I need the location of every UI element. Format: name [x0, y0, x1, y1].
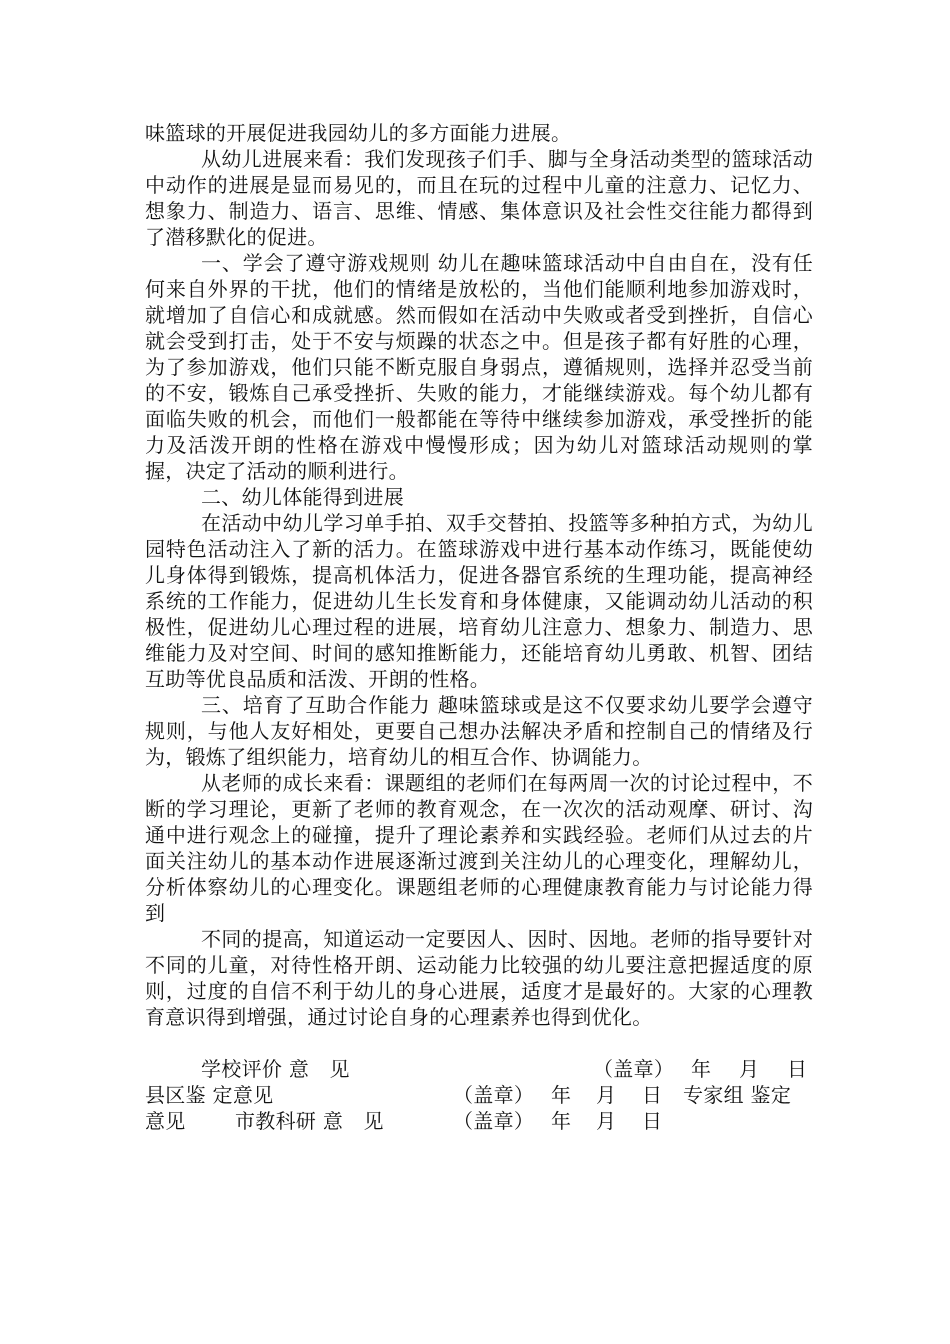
paragraph: 味篮球的开展促进我园幼儿的多方面能力进展。: [145, 121, 572, 145]
year-label: 年: [691, 1057, 712, 1081]
spacer: [145, 1030, 813, 1056]
seal-placeholder: （盖章）: [453, 1109, 535, 1133]
paragraph: 三、培育了互助合作能力 趣味篮球或是这不仅要求幼儿要学会遵守规则，与他人友好相处，更要自己想办法解决矛盾和控制自己的情绪及行为，锻炼了组织能力，培育幼儿的相互合作、协调能力。: [145, 693, 813, 769]
signature-row-county: [145, 1082, 813, 1108]
signature-row-city: [145, 1108, 813, 1134]
school-evaluation-label: 学校评价 意 见: [201, 1057, 350, 1081]
seal-placeholder: （盖章）: [453, 1083, 535, 1107]
document-body: [145, 120, 813, 1030]
paragraph: 在活动中幼儿学习单手拍、双手交替拍、投篮等多种拍方式，为幼儿园特色活动注入了新的活力。在篮球游戏中进行基本动作练习，既能使幼儿身体得到锻炼，提高机体活力，促进各器官系统的生理功能，提高神经系统的工作能力，促进幼儿生长发育和身体健康，又能调动幼儿活动的积极性，促进幼儿心理过程的进展，培育幼儿注意力、想象力、制造力、思维能力及对空间、时间的感知推断能力，还能培育幼儿勇敢、机智、团结互助等优良品质和活泼、开朗的性格。: [145, 511, 813, 691]
day-label: 日: [787, 1057, 808, 1081]
seal-placeholder: （盖章）: [593, 1057, 675, 1081]
signature-row-school: [145, 1056, 813, 1082]
month-label: 月: [739, 1057, 760, 1081]
year-label: 年: [551, 1109, 572, 1133]
paragraph: 二、幼儿体能得到进展: [201, 485, 404, 509]
document-page: [145, 120, 813, 1134]
paragraph: 从幼儿进展来看：我们发现孩子们手、脚与全身活动类型的篮球活动中动作的进展是显而易见的，而且在玩的过程中儿童的注意力、记忆力、想象力、制造力、语言、思维、情感、集体意识及社会性交往能力都得到了潜移默化的促进。: [145, 147, 813, 249]
year-label: 年: [551, 1083, 572, 1107]
day-label: 日: [642, 1109, 663, 1133]
paragraph: 一、学会了遵守游戏规则 幼儿在趣味篮球活动中自由自在，没有任何来自外界的干扰，他们的情绪是放松的，当他们能顺利地参加游戏时，就增加了自信心和成就感。然而假如在活动中失败或者受到挫折，自信心就会受到打击，处于不安与烦躁的状态之中。但是孩子都有好胜的心理，为了参加游戏，他们只能不断克服自身弱点，遵循规则，选择并忍受当前的不安，锻炼自己承受挫折、失败的能力，才能继续游戏。每个幼儿都有面临失败的机会，而他们一般都能在等待中继续参加游戏，承受挫折的能力及活泼开朗的性格在游戏中慢慢形成；因为幼儿对篮球活动规则的掌握，决定了活动的顺利进行。: [145, 251, 813, 483]
month-label: 月: [596, 1109, 617, 1133]
opinion-label: 意见: [145, 1109, 186, 1133]
county-appraisal-label: 县区鉴 定意见: [145, 1083, 274, 1107]
month-label: 月: [596, 1083, 617, 1107]
city-research-label: 市教科研 意 见: [235, 1109, 384, 1133]
day-label: 日: [642, 1083, 663, 1107]
expert-group-label: 专家组 鉴定: [683, 1083, 792, 1107]
paragraph: 不同的提高，知道运动一定要因人、因时、因地。老师的指导要针对不同的儿童，对待性格开朗、运动能力比较强的幼儿要注意把握适度的原则，过度的自信不利于幼儿的身心进展，适度才是最好的。大家的心理教育意识得到增强，通过讨论自身的心理素养也得到优化。: [145, 927, 813, 1029]
paragraph: 从老师的成长来看：课题组的老师们在每两周一次的讨论过程中，不断的学习理论，更新了老师的教育观念，在一次次的活动观摩、研讨、沟通中进行观念上的碰撞，提升了理论素养和实践经验。老师们从过去的片面关注幼儿的基本动作进展逐渐过渡到关注幼儿的心理变化，理解幼儿，分析体察幼儿的心理变化。课题组老师的心理健康教育能力与讨论能力得到: [145, 771, 813, 925]
